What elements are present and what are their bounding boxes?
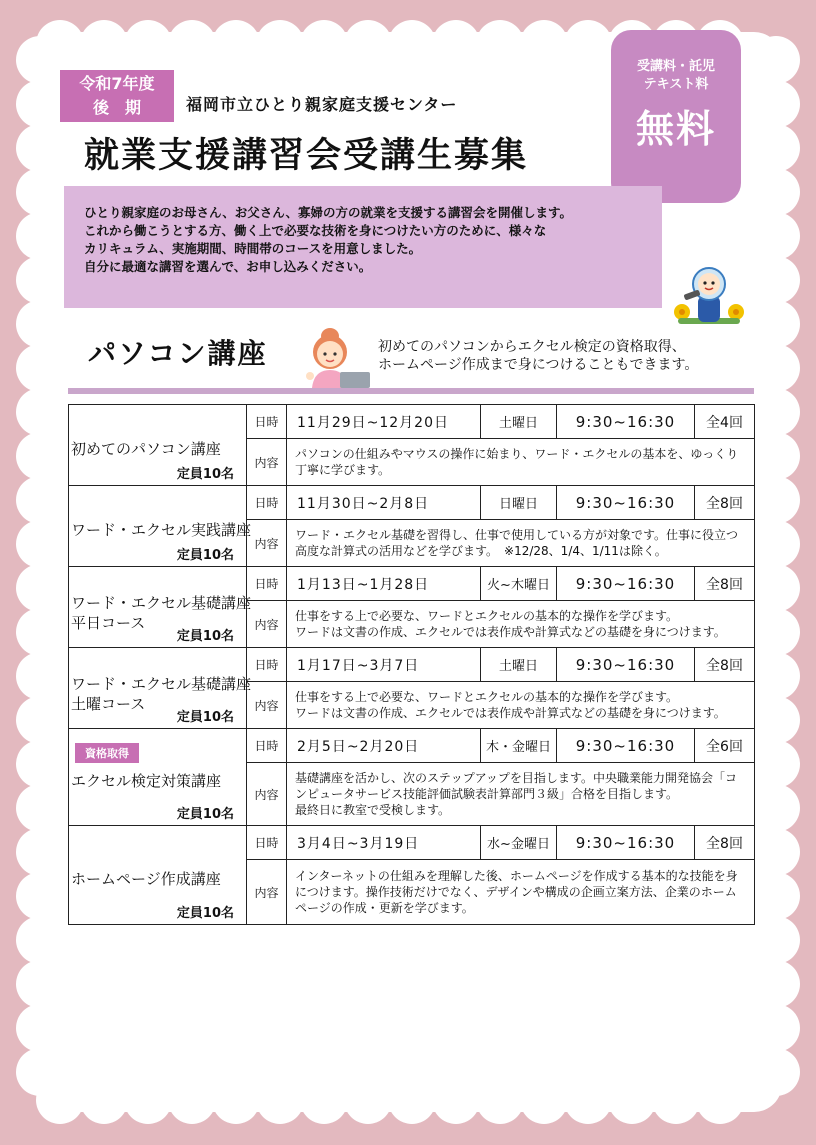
scallop-circle <box>16 608 64 656</box>
course-dates: 11月29日~12月20日 <box>287 405 481 439</box>
scallop-circle <box>16 432 64 480</box>
scallop-circle <box>16 344 64 392</box>
course-content-line: 仕事をする上で必要な、ワードとエクセルの基本的な操作を学びます。 <box>295 690 679 705</box>
scallop-circle <box>476 20 524 68</box>
course-content-line: 最終日に教室で受検します。 <box>295 803 451 818</box>
course-content <box>287 682 755 729</box>
content-label: 内容 <box>247 860 287 925</box>
course-schedule-row <box>69 826 755 860</box>
course-time: 9:30~16:30 <box>557 729 695 763</box>
course-name <box>71 869 221 889</box>
scallop-circle <box>752 1004 800 1052</box>
scallop-circle <box>752 564 800 612</box>
scallop-circle <box>752 432 800 480</box>
organization-name: 福岡市立ひとり親家庭支援センター <box>186 95 458 114</box>
scallop-circle <box>752 608 800 656</box>
course-title: 初めてのパソコン講座 <box>71 440 221 458</box>
course-name <box>71 520 251 540</box>
section-description-line: 初めてのパソコンからエクセル検定の資格取得、 <box>378 339 686 355</box>
course-name-cell <box>69 729 247 826</box>
course-weekday: 水~金曜日 <box>481 826 557 860</box>
scallop-circle <box>16 168 64 216</box>
scallop-circle <box>16 124 64 172</box>
course-title: ワード・エクセル基礎講座 <box>71 594 252 612</box>
date-label: 日時 <box>247 405 287 439</box>
scallop-circle <box>16 828 64 876</box>
scallop-circle <box>752 784 800 832</box>
scallop-circle <box>476 1076 524 1124</box>
date-label: 日時 <box>247 648 287 682</box>
scallop-circle <box>16 256 64 304</box>
scallop-circle <box>256 1076 304 1124</box>
scallop-circle <box>752 388 800 436</box>
scallop-circle <box>752 740 800 788</box>
course-dates: 11月30日~2月8日 <box>287 486 481 520</box>
course-name <box>71 771 221 791</box>
scallop-circle <box>344 1076 392 1124</box>
scallop-circle <box>16 916 64 964</box>
scallop-circle <box>124 20 172 68</box>
course-capacity: 定員10名 <box>176 467 234 482</box>
course-schedule-row <box>69 486 755 520</box>
date-label: 日時 <box>247 486 287 520</box>
course-name-cell <box>69 405 247 486</box>
course-content <box>287 601 755 648</box>
scallop-circle <box>752 520 800 568</box>
content-label: 内容 <box>247 601 287 648</box>
scallop-circle <box>16 564 64 612</box>
course-name-cell <box>69 648 252 729</box>
course-name-cell <box>69 567 252 648</box>
course-title: エクセル検定対策講座 <box>71 772 222 790</box>
scallop-circle <box>124 1076 172 1124</box>
course-weekday: 木・金曜日 <box>481 729 557 763</box>
scallop-circle <box>752 1048 800 1096</box>
scallop-circle <box>652 1076 700 1124</box>
scallop-circle <box>168 1076 216 1124</box>
course-schedule-row <box>69 567 755 601</box>
course-sessions: 全8回 <box>695 826 755 860</box>
mascot-illustration <box>668 262 750 332</box>
course-weekday: 火~木曜日 <box>481 567 557 601</box>
course-content-line: インターネットの仕組みを理解した後、ホームページを作成する基本的な技能を身 <box>295 869 738 884</box>
course-time: 9:30~16:30 <box>557 486 695 520</box>
scallop-circle <box>212 1076 260 1124</box>
scallop-circle <box>432 1076 480 1124</box>
scallop-circle <box>300 20 348 68</box>
intro-line: これから働こうとする方、働く上で必要な技術を身につけたい方のために、様々な <box>84 223 547 238</box>
scallop-circle <box>80 1076 128 1124</box>
course-time: 9:30~16:30 <box>557 405 695 439</box>
scallop-circle <box>752 124 800 172</box>
scallop-circle <box>16 740 64 788</box>
scallop-circle <box>256 20 304 68</box>
course-content-line: 丁寧に学びます。 <box>295 463 391 478</box>
course-dates: 3月4日~3月19日 <box>287 826 481 860</box>
section-divider <box>68 388 754 394</box>
scallop-circle <box>752 344 800 392</box>
course-weekday: 日曜日 <box>481 486 557 520</box>
course-time: 9:30~16:30 <box>557 648 695 682</box>
course-name <box>71 439 221 459</box>
course-capacity: 定員10名 <box>176 710 234 725</box>
scallop-circle <box>300 1076 348 1124</box>
course-content-line: ワード・エクセル基礎を習得し、仕事で使用している方が対象です。仕事に役立つ <box>295 528 739 543</box>
scallop-circle <box>564 20 612 68</box>
free-note-line1: 受講料・託児 <box>636 59 715 74</box>
scallop-circle <box>520 1076 568 1124</box>
content-label: 内容 <box>247 763 287 826</box>
course-content-line: パソコンの仕組みやマウスの操作に始まり、ワード・エクセルの基本を、ゆっくり <box>295 447 739 462</box>
intro-box <box>64 186 662 308</box>
course-schedule-row <box>69 405 755 439</box>
date-label: 日時 <box>247 729 287 763</box>
free-label: 無料 <box>635 107 716 151</box>
course-content <box>287 439 755 486</box>
scallop-circle <box>752 872 800 920</box>
scallop-circle <box>388 20 436 68</box>
course-dates: 1月17日~3月7日 <box>287 648 481 682</box>
scallop-circle <box>752 476 800 524</box>
course-title: ワード・エクセル実践講座 <box>71 521 252 539</box>
content-label: 内容 <box>247 520 287 567</box>
scallop-circle <box>608 1076 656 1124</box>
woman-at-computer-illustration <box>296 322 372 388</box>
course-content-line: ワードは文書の作成、エクセルでは表作成や計算式などの基礎を身につけます。 <box>295 625 726 640</box>
course-content-line: ワードは文書の作成、エクセルでは表作成や計算式などの基礎を身につけます。 <box>295 706 726 721</box>
scallop-circle <box>16 652 64 700</box>
course-content-line: 仕事をする上で必要な、ワードとエクセルの基本的な操作を学びます。 <box>295 609 679 624</box>
date-label: 日時 <box>247 567 287 601</box>
scallop-circle <box>752 300 800 348</box>
course-weekday: 土曜日 <box>481 405 557 439</box>
course-schedule-row <box>69 648 755 682</box>
course-schedule-row <box>69 729 755 763</box>
course-content-line: につけます。操作技術だけでなく、デザインや構成の企画立案方法、企業のホーム <box>295 885 737 900</box>
courses-table <box>68 404 755 925</box>
scallop-circle <box>80 20 128 68</box>
course-time: 9:30~16:30 <box>557 567 695 601</box>
course-subname: 平日コース <box>71 614 146 632</box>
term-year: 令和7年度 <box>79 74 155 93</box>
scallop-circle <box>520 20 568 68</box>
course-weekday: 土曜日 <box>481 648 557 682</box>
scallop-circle <box>752 212 800 260</box>
page-title: 就業支援講習会受講生募集 <box>84 136 529 176</box>
course-sessions: 全4回 <box>695 405 755 439</box>
course-dates: 2月5日~2月20日 <box>287 729 481 763</box>
section-title: パソコン講座 <box>88 337 268 370</box>
scallop-circle <box>388 1076 436 1124</box>
course-content <box>287 860 755 925</box>
scallop-circle <box>16 212 64 260</box>
scallop-circle <box>752 960 800 1008</box>
course-title: ホームページ作成講座 <box>71 870 221 888</box>
scallop-circle <box>16 388 64 436</box>
intro-line: 自分に最適な講習を選んで、お申し込みください。 <box>84 259 372 274</box>
scallop-circle <box>752 256 800 304</box>
course-name-cell <box>69 826 247 925</box>
free-badge <box>611 30 741 203</box>
course-content-line: ンピュータサービス技能評価試験表計算部門３級」合格を目指します。 <box>295 787 679 802</box>
scallop-circle <box>16 1004 64 1052</box>
certification-tag: 資格取得 <box>75 743 139 763</box>
scallop-circle <box>16 784 64 832</box>
section-description <box>378 338 698 374</box>
scallop-circle <box>564 1076 612 1124</box>
scallop-circle <box>16 1048 64 1096</box>
content-label: 内容 <box>247 682 287 729</box>
scallop-circle <box>752 652 800 700</box>
course-subname: 土曜コース <box>71 695 146 713</box>
scallop-circle <box>16 80 64 128</box>
course-dates: 1月13日~1月28日 <box>287 567 481 601</box>
scallop-circle <box>696 1076 744 1124</box>
scallop-circle <box>432 20 480 68</box>
date-label: 日時 <box>247 826 287 860</box>
scallop-circle <box>16 520 64 568</box>
scallop-circle <box>752 36 800 84</box>
course-capacity: 定員10名 <box>176 548 234 563</box>
course-content-line: ページの作成・更新を学びます。 <box>295 901 474 916</box>
term-half: 後 期 <box>92 98 141 117</box>
free-note-line2: テキスト料 <box>643 77 709 92</box>
scallop-circle <box>344 20 392 68</box>
course-content-line: 高度な計算式の活用などを学びます。 ※12/28、1/4、1/11は除く。 <box>295 544 667 559</box>
scallop-circle <box>16 960 64 1008</box>
scallop-circle <box>752 696 800 744</box>
intro-line: ひとり親家庭のお母さん、お父さん、寡婦の方の就業を支援する講習会を開催します。 <box>84 205 573 220</box>
scallop-circle <box>16 476 64 524</box>
course-title: ワード・エクセル基礎講座 <box>71 675 252 693</box>
scallop-circle <box>212 20 260 68</box>
course-content <box>287 520 755 567</box>
course-capacity: 定員10名 <box>176 906 234 921</box>
scallop-circle <box>752 80 800 128</box>
course-content <box>287 763 755 826</box>
scallop-circle <box>752 828 800 876</box>
scallop-circle <box>16 300 64 348</box>
term-badge <box>60 70 174 122</box>
course-sessions: 全8回 <box>695 648 755 682</box>
course-capacity: 定員10名 <box>176 629 234 644</box>
course-capacity: 定員10名 <box>176 807 234 822</box>
scallop-circle <box>752 168 800 216</box>
course-name-cell <box>69 486 252 567</box>
scallop-circle <box>16 872 64 920</box>
scallop-circle <box>16 36 64 84</box>
scallop-circle <box>16 696 64 744</box>
section-description-line: ホームページ作成まで身につけることもできます。 <box>378 357 699 373</box>
scallop-circle <box>752 916 800 964</box>
course-sessions: 全6回 <box>695 729 755 763</box>
course-time: 9:30~16:30 <box>557 826 695 860</box>
course-sessions: 全8回 <box>695 486 755 520</box>
course-sessions: 全8回 <box>695 567 755 601</box>
scallop-circle <box>168 20 216 68</box>
course-content-line: 基礎講座を活かし、次のステップアップを目指します。中央職業能力開発協会「コ <box>295 771 737 786</box>
intro-line: カリキュラム、実施期間、時間帯のコースを用意しました。 <box>84 241 422 256</box>
content-label: 内容 <box>247 439 287 486</box>
